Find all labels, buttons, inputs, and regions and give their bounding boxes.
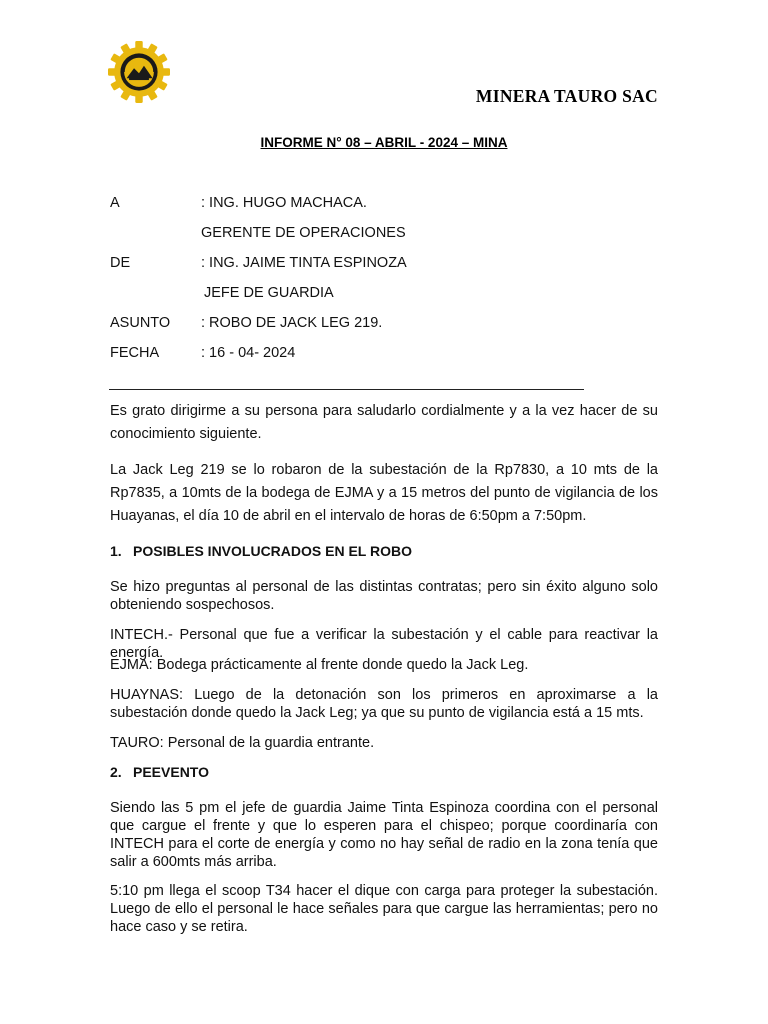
- memo-to-role: GERENTE DE OPERACIONES: [201, 225, 406, 241]
- company-logo: [108, 41, 170, 103]
- involved-intech: INTECH.- Personal que fue a verificar la subestación y el cable para reactivar la energía.: [110, 627, 658, 661]
- memo-from-row: [110, 255, 407, 271]
- report-title: INFORME N° 08 – ABRIL - 2024 – MINA: [260, 135, 508, 150]
- section-2-heading: [110, 764, 209, 780]
- memo-subject-label: ASUNTO: [110, 315, 171, 331]
- memo-date-row: [110, 345, 295, 361]
- memo-to-label: A: [110, 195, 120, 211]
- section-1-title: POSIBLES INVOLUCRADOS EN EL ROBO: [133, 543, 412, 559]
- involved-tauro: TAURO: Personal de la guardia entrante.: [110, 735, 375, 751]
- memo-from-role-row: [110, 285, 334, 301]
- memo-from-value: : ING. JAIME TINTA ESPINOZA: [201, 255, 407, 271]
- memo-date-value: : 16 - 04- 2024: [201, 345, 296, 361]
- memo-subject-value: : ROBO DE JACK LEG 219.: [201, 315, 383, 331]
- memo-from-label: DE: [110, 255, 131, 271]
- section-2-paragraph-2: 5:10 pm llega el scoop T34 hacer el dique con carga para proteger la subestación. Luego de ello el personal le hace señales para que cargue las herramientas; pero no hace caso y se retira.: [110, 883, 658, 935]
- memo-date-label: FECHA: [110, 345, 160, 361]
- section-1-number: 1.: [110, 543, 122, 559]
- section-2-title: PEEVENTO: [133, 764, 209, 780]
- memo-to-role-row: [110, 225, 406, 241]
- intro-paragraph: Es grato dirigirme a su persona para saludarlo cordialmente y a la vez hacer de su conocimiento siguiente.: [110, 403, 658, 442]
- involved-ejma: EJMA: Bodega prácticamente al frente donde quedo la Jack Leg.: [110, 657, 529, 673]
- memo-to-value: : ING. HUGO MACHACA.: [201, 195, 367, 211]
- incident-paragraph: La Jack Leg 219 se lo robaron de la subestación de la Rp7830, a 10 mts de la Rp7835, a 10mts de la bodega de EJMA y a 15 metros del punto de vigilancia de los Huayanas, el día 10 de abril en el intervalo de horas de 6:50pm a 7:50pm.: [110, 462, 658, 524]
- memo-to-row: [110, 195, 367, 211]
- section-2-paragraph-1: Siendo las 5 pm el jefe de guardia Jaime Tinta Espinoza coordina con el personal que cargue el frente y que lo esperen para el chispeo; porque coordinaría con INTECH para el corte de energía y como no hay señal de radio en la zona tenía que salir a 600mts más arriba.: [110, 800, 658, 870]
- header-divider: [109, 389, 584, 390]
- memo-from-role: JEFE DE GUARDIA: [204, 285, 334, 301]
- involved-huaynas: HUAYNAS: Luego de la detonación son los primeros en aproximarse a la subestación donde quedo la Jack Leg; ya que su punto de vigilancia está a 15 mts.: [110, 687, 658, 721]
- gear-icon: [108, 41, 170, 103]
- memo-subject-row: [110, 315, 382, 331]
- section-1-heading: [110, 543, 412, 559]
- section-1-paragraph: Se hizo preguntas al personal de las distintas contratas; pero sin éxito alguno solo obteniendo sospechosos.: [110, 579, 658, 613]
- company-name: MINERA TAURO SAC: [475, 86, 658, 106]
- section-2-number: 2.: [110, 764, 122, 780]
